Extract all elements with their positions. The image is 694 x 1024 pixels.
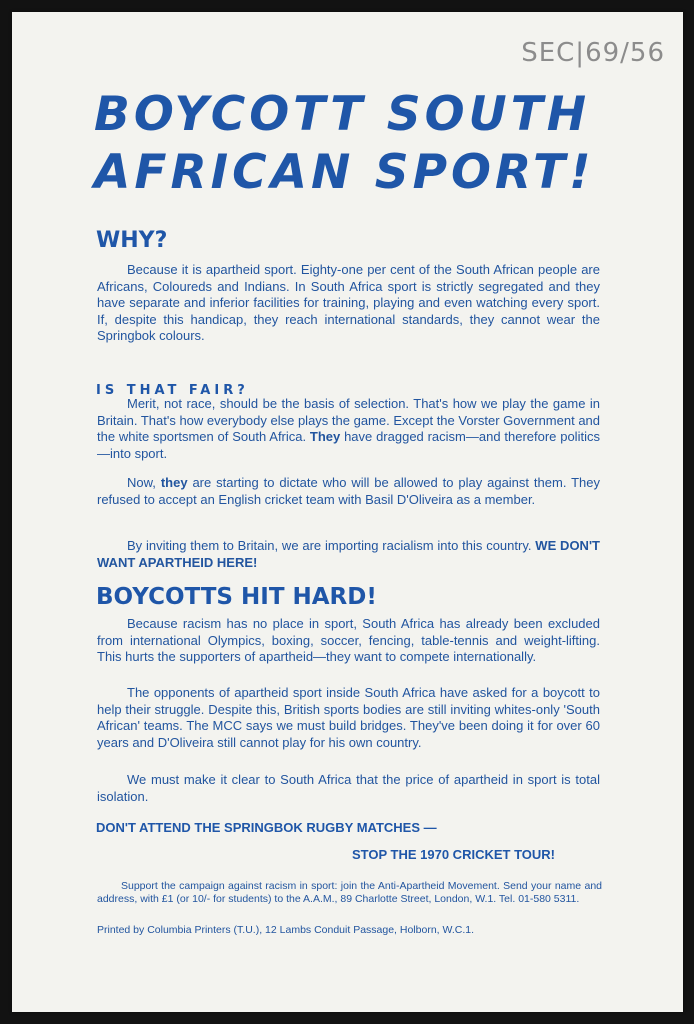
- why-paragraph: Because it is apartheid sport. Eighty-one per cent of the South African people are Africans, Coloureds and Indians. In South Africa sport is strictly segregated and they have separate and inferior facilities for training, playing and even watching every sport. If, despite this handicap, they reach international standards, they cannot wear the Springbok colours.: [97, 262, 600, 344]
- leaflet-title: BOYCOTT SOUTH AFRICAN SPORT!: [94, 87, 595, 200]
- boycotts-paragraph-3: We must make it clear to South Africa that the price of apartheid in sport is total isolation.: [97, 772, 600, 804]
- archive-reference: SEC|69/56: [521, 38, 665, 68]
- heading-is-that-fair: IS THAT FAIR?: [96, 383, 249, 398]
- boycotts-paragraph-1: Because racism has no place in sport, South Africa has already been excluded from international Olympics, boxing, soccer, fencing, table-tennis and weight-lifting. This hurts the supporters of apartheid—they want to compete internationally.: [97, 616, 600, 665]
- slogan-rugby: DON'T ATTEND THE SPRINGBOK RUGBY MATCHES —: [96, 820, 437, 835]
- fair-paragraph-3: [97, 538, 600, 571]
- fair-paragraph-1: [97, 396, 600, 462]
- heading-why: WHY?: [96, 228, 168, 253]
- fair-p2-emphasis: they: [160, 475, 188, 490]
- fair-p3-slogan: WE DON'T WANT APARTHEID HERE!: [97, 538, 600, 570]
- fair-p2-text-c: are starting to dictate who will be allowed to play against them. They refused to accept an English cricket team with Basil D'Oliveira as a member.: [97, 475, 600, 507]
- footer-printer: Printed by Columbia Printers (T.U.), 12 Lambs Conduit Passage, Holborn, W.C.1.: [97, 924, 474, 936]
- fair-paragraph-2: [97, 475, 600, 508]
- fair-p2-text-a: Now,: [127, 475, 156, 490]
- slogan-cricket: STOP THE 1970 CRICKET TOUR!: [352, 847, 555, 862]
- leaflet-page: [12, 12, 683, 1012]
- fair-p3-text: By inviting them to Britain, we are importing racialism into this country.: [127, 538, 532, 553]
- fair-p1-emphasis: They: [309, 429, 341, 445]
- footer-support: Support the campaign against racism in sport: join the Anti-Apartheid Movement. Send your name and address, with £1 (or 10/- for students) to the A.A.M., 89 Charlotte Street, London, W.1. Tel. 01-580 5311.: [97, 880, 602, 905]
- fair-p1-text-c: have dragged racism—and therefore politics—into sport.: [97, 429, 600, 461]
- fair-p1-text-a: Merit, not race, should be the basis of selection. That's how we play the game in Britain. That's how everybody else plays the game. Except the Vorster Government and the white sportsmen of South Africa.: [97, 396, 601, 445]
- boycotts-paragraph-2: The opponents of apartheid sport inside South Africa have asked for a boycott to help their struggle. Despite this, British sports bodies are still inviting whites-only 'South African' teams. The MCC says we must build bridges. They've been doing it for over 60 years and D'Oliveira still cannot play for his own country.: [97, 685, 600, 750]
- heading-boycotts-hit-hard: BOYCOTTS HIT HARD!: [96, 584, 377, 610]
